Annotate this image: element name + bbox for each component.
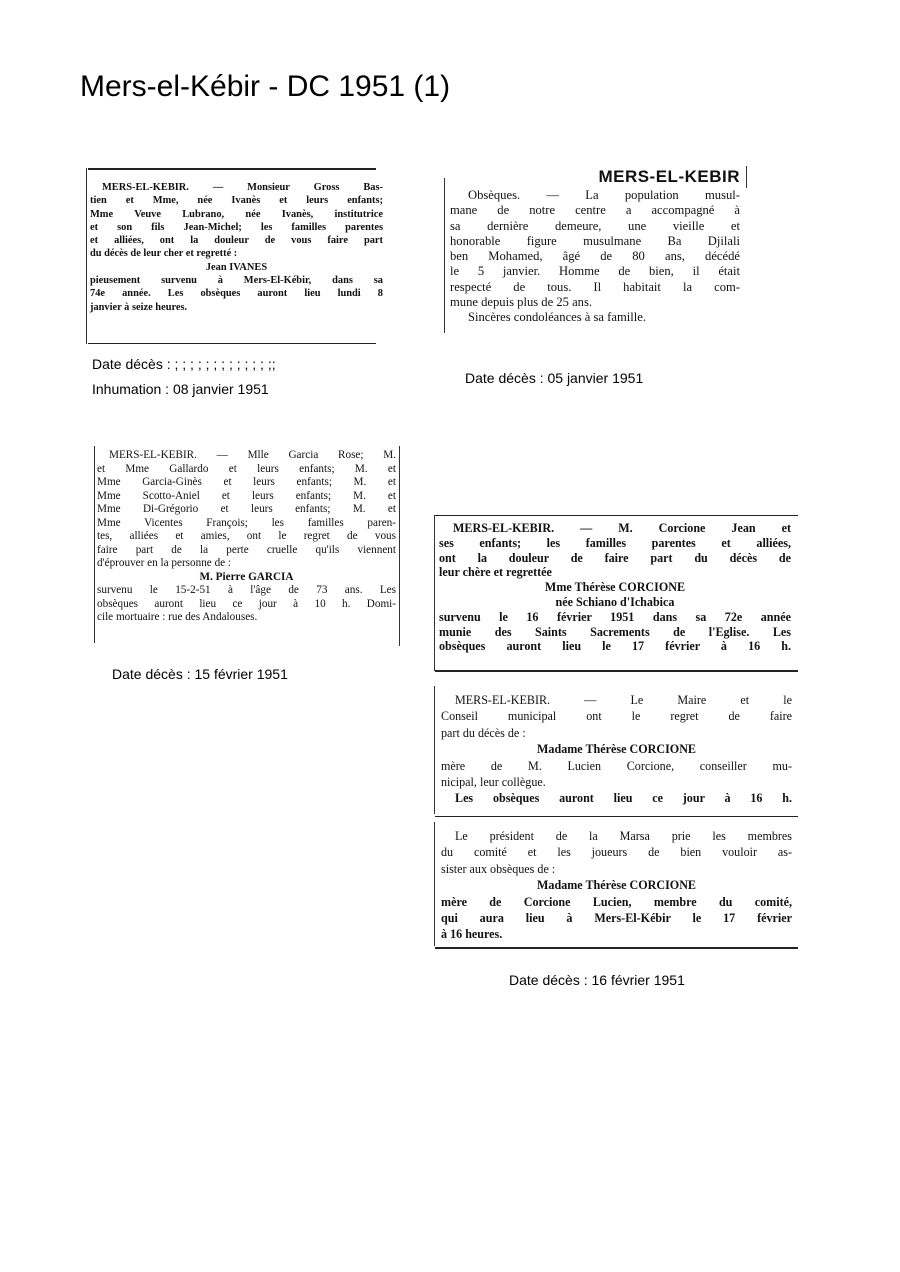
clip-line: Sincères condoléances à sa famille. (468, 310, 646, 325)
clip-line: pieusement survenu à Mers-El-Kébir, dans sa (90, 275, 383, 287)
clip-line: obsèques auront lieu le 17 février à 16 h. (439, 639, 791, 654)
clip-line: MERS-EL-KEBIR. — Mlle Garcia Rose; M. (109, 449, 396, 461)
death-date-caption: Date décès : 05 janvier 1951 (465, 370, 644, 386)
clip4-bottom-rule (435, 670, 798, 672)
clip-line: Obsèques. — La population musul- (468, 188, 740, 202)
clip-heading: MERS-EL-KEBIR (598, 167, 740, 186)
obituary-clip-council (441, 692, 792, 807)
clip-line: Mme Veuve Lubrano, née Ivanès, institutrice (90, 208, 383, 220)
clip-line: MERS-EL-KEBIR. — Le Maire et le (455, 693, 792, 707)
clip-line: Mme Vicentes François; les familles paren- (97, 516, 396, 529)
clip4-left-rule (434, 515, 435, 671)
deceased-name: M. Pierre GARCIA (199, 570, 294, 583)
clip2-right-rule (746, 166, 747, 188)
clip1-bottom-rule (88, 343, 376, 344)
clip-line: et Mme Gallardo et leurs enfants; M. et (97, 462, 396, 475)
clip-line: munie des Saints Sacrements de l'Eglise. Les (439, 624, 791, 639)
death-date-caption: Date décès : 16 février 1951 (509, 972, 685, 988)
clip-line: le 5 janvier. Homme de bien, il était (450, 264, 740, 279)
page-title: Mers-el-Kébir - DC 1951 (1) (80, 70, 451, 103)
clip-line: ses enfants; les familles parentes et alliées, (439, 535, 791, 550)
clip-line: honorable figure musulmane Ba Djilali (450, 233, 740, 248)
clip-line: Conseil municipal ont le regret de faire (441, 709, 792, 724)
clip-line: Mme Di-Grégorio et leurs enfants; M. et (97, 503, 396, 515)
clip-line: part du décès de : (441, 725, 526, 740)
clip-line: Mme Scotto-Aniel et leurs enfants; M. et (97, 489, 396, 502)
clip-line: mère de Corcione Lucien, membre du comité, (441, 894, 792, 909)
clip-line: mane de notre centre a accompagné à (450, 203, 740, 218)
clip5-left-rule (434, 686, 435, 814)
clip1-top-rule (88, 168, 376, 170)
clip-line: survenu le 16 février 1951 dans sa 72e année (439, 609, 791, 624)
clip5-bottom-rule (435, 816, 798, 817)
clip-line: qui aura lieu à Mers-El-Kébir le 17 février (441, 911, 792, 926)
clip-line: sister aux obsèques de : (441, 861, 556, 876)
clip-line: MERS-EL-KEBIR. — M. Corcione Jean et (453, 521, 791, 535)
death-date-caption: Date décès : 15 février 1951 (112, 666, 288, 682)
clip-line: mère de M. Lucien Corcione, conseiller mu- (441, 758, 792, 773)
clip-line: sa dernière demeure, une vieille et (450, 218, 740, 233)
clip-line: survenu le 15-2-51 à l'âge de 73 ans. Les (97, 584, 396, 596)
clip-line: mune depuis plus de 25 ans. (450, 295, 593, 310)
clip-line: ben Mohamed, âgé de 80 ans, décédé (450, 249, 740, 264)
clip4-top-rule (435, 515, 798, 516)
clip-line: Le président de la Marsa prie les membres (455, 829, 792, 843)
clip-line: 74e année. Les obsèques auront lieu lundi 8 (90, 288, 383, 300)
clip-line: tien et Mme, née Ivanès et leurs enfants; (90, 195, 383, 207)
deceased-name: Madame Thérèse CORCIONE (537, 742, 696, 757)
death-date-caption: Date décès : ; ; ; ; ; ; ; ; ; ; ; ; ;; (92, 356, 276, 372)
burial-date-caption: Inhumation : 08 janvier 1951 (92, 381, 269, 397)
clip-line: faire part de la perte cruelle qu'ils viennent (97, 543, 396, 556)
clip-line: janvier à seize heures. (90, 301, 188, 313)
clip1-left-rule (86, 168, 87, 344)
clip-line: du comité et les joueurs de bien vouloir as- (441, 845, 792, 860)
clip-line: Les obsèques auront lieu ce jour à 16 h. (455, 791, 792, 806)
clip-line: tes, alliées et amies, ont le regret de vous (97, 530, 396, 542)
deceased-name: Madame Thérèse CORCIONE (537, 878, 696, 893)
clip3-right-rule (399, 446, 400, 646)
clip-line: nicipal, leur collègue. (441, 775, 546, 790)
obituary-clip-ba-djilali (450, 166, 740, 326)
clip6-left-rule (434, 822, 435, 946)
clip-line: et son fils Jean-Michel; les familles parentes (90, 221, 383, 233)
clip-line: ont la douleur de faire part du décès de (439, 550, 791, 565)
clip-line: Mme Garcia-Ginès et leurs enfants; M. et (97, 476, 396, 488)
obituary-clip-ivanes (90, 181, 383, 314)
deceased-name: Jean IVANES (205, 261, 268, 273)
clip-line: à 16 heures. (441, 927, 503, 942)
obituary-clip-corcione-family (439, 521, 791, 654)
clip-line: cile mortuaire : rue des Andalouses. (97, 611, 258, 623)
clip-line: respecté de tous. Il habitait la com- (450, 279, 740, 294)
deceased-name: Mme Thérèse CORCIONE (544, 580, 686, 595)
obituary-clip-garcia (97, 449, 396, 625)
obituary-clip-marsa (441, 828, 792, 943)
clip-line: et alliées, ont la douleur de vous faire part (90, 235, 383, 247)
clip-line: MERS-EL-KEBIR. — Monsieur Gross Bas- (102, 182, 383, 193)
clip-line: d'éprouver en la personne de : (97, 557, 232, 569)
clip-line: obsèques auront lieu ce jour à 10 h. Domi- (97, 597, 396, 610)
clip6-bottom-rule (435, 947, 798, 949)
clip3-left-rule (94, 446, 95, 643)
clip-line: du décès de leur cher et regretté : (90, 248, 238, 260)
maiden-name: née Schiano d'Ichabica (555, 594, 675, 609)
clip2-left-rule (444, 178, 445, 333)
clip-line: leur chère et regrettée (439, 565, 552, 580)
